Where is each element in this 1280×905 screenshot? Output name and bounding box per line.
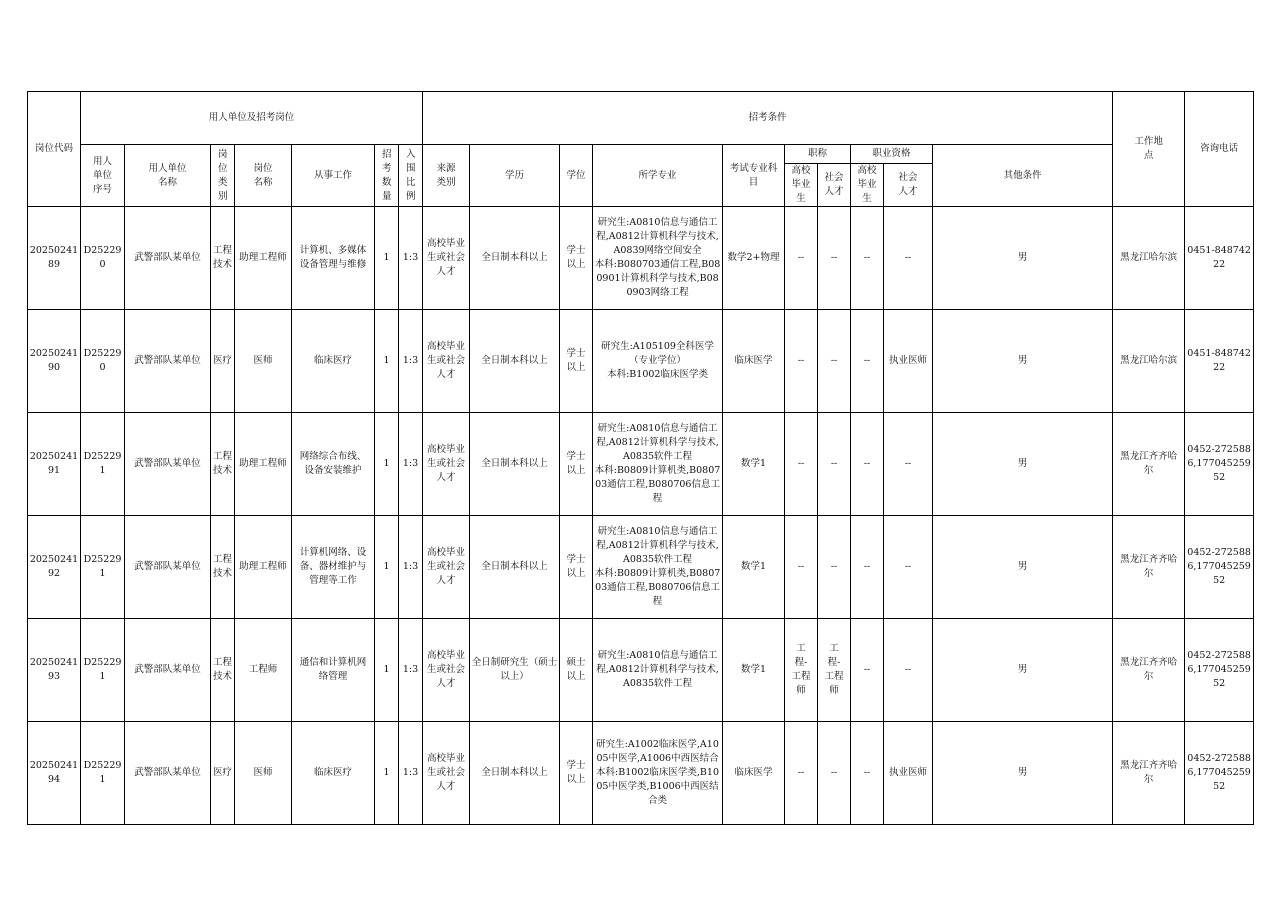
- header-employer-group: 用人单位及招考岗位: [81, 92, 423, 145]
- cell-work-location: 黑龙江齐齐哈尔: [1113, 619, 1185, 722]
- cell-post-code: 2025024191: [28, 413, 81, 516]
- cell-post-category: 医疗: [211, 310, 235, 413]
- cell-phone: 0452-2725886,17704525952: [1185, 619, 1254, 722]
- cell-quota: 1: [375, 310, 399, 413]
- cell-post-code: 2025024194: [28, 722, 81, 825]
- cell-exam-subject: 数学1: [723, 516, 785, 619]
- cell-unit-seq: D252290: [81, 310, 125, 413]
- cell-title-social: --: [818, 413, 851, 516]
- cell-other: 男: [933, 516, 1113, 619]
- header-qual-social: 社会人才: [884, 164, 933, 207]
- cell-title-social: --: [818, 516, 851, 619]
- header-qual-group: 职业资格: [851, 145, 933, 164]
- cell-post-name: 医师: [235, 722, 292, 825]
- cell-source: 高校毕业生或社会人才: [423, 413, 470, 516]
- cell-degree: 学士以上: [560, 207, 593, 310]
- cell-degree: 学士以上: [560, 722, 593, 825]
- cell-qual-social: --: [884, 413, 933, 516]
- cell-major: 研究生:A0810信息与通信工程,A0812计算机科学与技术,A0835软件工程: [593, 619, 723, 722]
- cell-unit-name: 武警部队某单位: [125, 722, 211, 825]
- cell-duty: 临床医疗: [292, 310, 375, 413]
- cell-qual-grad: --: [851, 722, 884, 825]
- cell-duty: 网络综合布线、设备安装维护: [292, 413, 375, 516]
- cell-qual-grad: --: [851, 310, 884, 413]
- cell-degree: 硕士以上: [560, 619, 593, 722]
- cell-unit-seq: D252291: [81, 722, 125, 825]
- header-degree: 学位: [560, 145, 593, 207]
- cell-qual-grad: --: [851, 516, 884, 619]
- cell-unit-seq: D252291: [81, 413, 125, 516]
- table-row: [28, 413, 1254, 516]
- cell-work-location: 黑龙江齐齐哈尔: [1113, 722, 1185, 825]
- cell-education: 全日制本科以上: [470, 310, 560, 413]
- cell-duty: 临床医疗: [292, 722, 375, 825]
- cell-post-name: 医师: [235, 310, 292, 413]
- cell-ratio: 1:3: [399, 619, 423, 722]
- table-row: [28, 310, 1254, 413]
- cell-phone: 0451-84874222: [1185, 310, 1254, 413]
- cell-degree: 学士以上: [560, 310, 593, 413]
- cell-duty: 通信和计算机网络管理: [292, 619, 375, 722]
- cell-post-code: 2025024190: [28, 310, 81, 413]
- header-post-name: 岗位名称: [235, 145, 292, 207]
- cell-unit-name: 武警部队某单位: [125, 619, 211, 722]
- cell-exam-subject: 数学1: [723, 413, 785, 516]
- cell-unit-name: 武警部队某单位: [125, 207, 211, 310]
- cell-unit-name: 武警部队某单位: [125, 413, 211, 516]
- cell-major: 研究生:A0810信息与通信工程,A0812计算机科学与技术,A0835软件工程 本科:B0809计算机类,B080703通信工程,B080706信息工程: [593, 516, 723, 619]
- header-phone: 咨询电话: [1185, 92, 1254, 207]
- cell-title-grad: --: [785, 722, 818, 825]
- cell-source: 高校毕业生或社会人才: [423, 310, 470, 413]
- cell-quota: 1: [375, 207, 399, 310]
- table-row: [28, 619, 1254, 722]
- header-quota: 招考数量: [375, 145, 399, 207]
- cell-duty: 计算机、多媒体设备管理与维修: [292, 207, 375, 310]
- header-other: 其他条件: [933, 145, 1113, 207]
- recruitment-table: [27, 91, 1254, 825]
- cell-phone: 0451-84874222: [1185, 207, 1254, 310]
- cell-other: 男: [933, 619, 1113, 722]
- cell-phone: 0452-2725886,17704525952: [1185, 413, 1254, 516]
- cell-quota: 1: [375, 619, 399, 722]
- header-title-social: 社会人才: [818, 164, 851, 207]
- cell-qual-grad: --: [851, 207, 884, 310]
- header-duty: 从事工作: [292, 145, 375, 207]
- header-post-category: 岗位类别: [211, 145, 235, 207]
- cell-unit-name: 武警部队某单位: [125, 516, 211, 619]
- table-row: [28, 722, 1254, 825]
- cell-post-category: 工程技术: [211, 619, 235, 722]
- cell-post-category: 工程技术: [211, 413, 235, 516]
- cell-major: 研究生:A105109全科医学（专业学位） 本科:B1002临床医学类: [593, 310, 723, 413]
- cell-title-grad: --: [785, 516, 818, 619]
- header-unit-name: 用人单位名称: [125, 145, 211, 207]
- cell-education: 全日制本科以上: [470, 413, 560, 516]
- cell-post-name: 工程师: [235, 619, 292, 722]
- cell-ratio: 1:3: [399, 413, 423, 516]
- cell-post-code: 2025024192: [28, 516, 81, 619]
- table-row: [28, 516, 1254, 619]
- cell-post-category: 医疗: [211, 722, 235, 825]
- cell-post-name: 助理工程师: [235, 516, 292, 619]
- cell-title-social: --: [818, 310, 851, 413]
- cell-other: 男: [933, 413, 1113, 516]
- cell-other: 男: [933, 722, 1113, 825]
- cell-qual-social: 执业医师: [884, 310, 933, 413]
- table-row: [28, 207, 1254, 310]
- cell-title-social: --: [818, 207, 851, 310]
- header-exam-subject: 考试专业科目: [723, 145, 785, 207]
- cell-work-location: 黑龙江哈尔滨: [1113, 207, 1185, 310]
- cell-source: 高校毕业生或社会人才: [423, 619, 470, 722]
- cell-quota: 1: [375, 413, 399, 516]
- cell-post-name: 助理工程师: [235, 207, 292, 310]
- cell-work-location: 黑龙江齐齐哈尔: [1113, 413, 1185, 516]
- cell-post-category: 工程技术: [211, 516, 235, 619]
- cell-education: 全日制本科以上: [470, 207, 560, 310]
- cell-duty: 计算机网络、设备、器材维护与管理等工作: [292, 516, 375, 619]
- cell-exam-subject: 临床医学: [723, 722, 785, 825]
- cell-exam-subject: 临床医学: [723, 310, 785, 413]
- cell-unit-name: 武警部队某单位: [125, 310, 211, 413]
- cell-qual-social: --: [884, 207, 933, 310]
- cell-education: 全日制研究生（硕士以上）: [470, 619, 560, 722]
- cell-ratio: 1:3: [399, 516, 423, 619]
- cell-education: 全日制本科以上: [470, 722, 560, 825]
- cell-unit-seq: D252291: [81, 516, 125, 619]
- cell-education: 全日制本科以上: [470, 516, 560, 619]
- cell-qual-social: --: [884, 619, 933, 722]
- cell-major: 研究生:A0810信息与通信工程,A0812计算机科学与技术,A0835软件工程 本科:B0809计算机类,B080703通信工程,B080706信息工程: [593, 413, 723, 516]
- cell-ratio: 1:3: [399, 722, 423, 825]
- cell-qual-social: --: [884, 516, 933, 619]
- header-source: 来源类别: [423, 145, 470, 207]
- header-title-group: 职称: [785, 145, 851, 164]
- cell-quota: 1: [375, 722, 399, 825]
- cell-exam-subject: 数学1: [723, 619, 785, 722]
- cell-other: 男: [933, 207, 1113, 310]
- header-conditions-group: 招考条件: [423, 92, 1113, 145]
- header-work-location: 工作地点: [1113, 92, 1185, 207]
- cell-work-location: 黑龙江哈尔滨: [1113, 310, 1185, 413]
- header-ratio: 入围比例: [399, 145, 423, 207]
- cell-degree: 学士以上: [560, 516, 593, 619]
- cell-title-social: --: [818, 722, 851, 825]
- header-post-code: 岗位代码: [28, 92, 81, 207]
- cell-qual-grad: --: [851, 619, 884, 722]
- cell-qual-social: 执业医师: [884, 722, 933, 825]
- cell-post-category: 工程技术: [211, 207, 235, 310]
- cell-title-grad: --: [785, 310, 818, 413]
- cell-post-code: 2025024193: [28, 619, 81, 722]
- cell-other: 男: [933, 310, 1113, 413]
- cell-title-grad: 工程-工程师: [785, 619, 818, 722]
- cell-ratio: 1:3: [399, 207, 423, 310]
- header-education: 学历: [470, 145, 560, 207]
- cell-post-code: 2025024189: [28, 207, 81, 310]
- cell-post-name: 助理工程师: [235, 413, 292, 516]
- header-major: 所学专业: [593, 145, 723, 207]
- cell-major: 研究生:A0810信息与通信工程,A0812计算机科学与技术,A0839网络空间安全 本科:B080703通信工程,B080901计算机科学与技术,B080903网络工程: [593, 207, 723, 310]
- cell-qual-grad: --: [851, 413, 884, 516]
- cell-source: 高校毕业生或社会人才: [423, 516, 470, 619]
- header-qual-grad: 高校毕业生: [851, 164, 884, 207]
- cell-unit-seq: D252291: [81, 619, 125, 722]
- cell-source: 高校毕业生或社会人才: [423, 722, 470, 825]
- cell-degree: 学士以上: [560, 413, 593, 516]
- cell-ratio: 1:3: [399, 310, 423, 413]
- cell-quota: 1: [375, 516, 399, 619]
- cell-title-social: 工程-工程师: [818, 619, 851, 722]
- cell-major: 研究生:A1002临床医学,A1005中医学,A1006中西医结合 本科:B1002临床医学类,B1005中医学类,B1006中西医结合类: [593, 722, 723, 825]
- cell-phone: 0452-2725886,17704525952: [1185, 722, 1254, 825]
- cell-unit-seq: D252290: [81, 207, 125, 310]
- cell-source: 高校毕业生或社会人才: [423, 207, 470, 310]
- cell-title-grad: --: [785, 207, 818, 310]
- cell-title-grad: --: [785, 413, 818, 516]
- cell-exam-subject: 数学2+物理: [723, 207, 785, 310]
- header-unit-seq: 用人单位序号: [81, 145, 125, 207]
- header-title-grad: 高校毕业生: [785, 164, 818, 207]
- cell-work-location: 黑龙江齐齐哈尔: [1113, 516, 1185, 619]
- cell-phone: 0452-2725886,17704525952: [1185, 516, 1254, 619]
